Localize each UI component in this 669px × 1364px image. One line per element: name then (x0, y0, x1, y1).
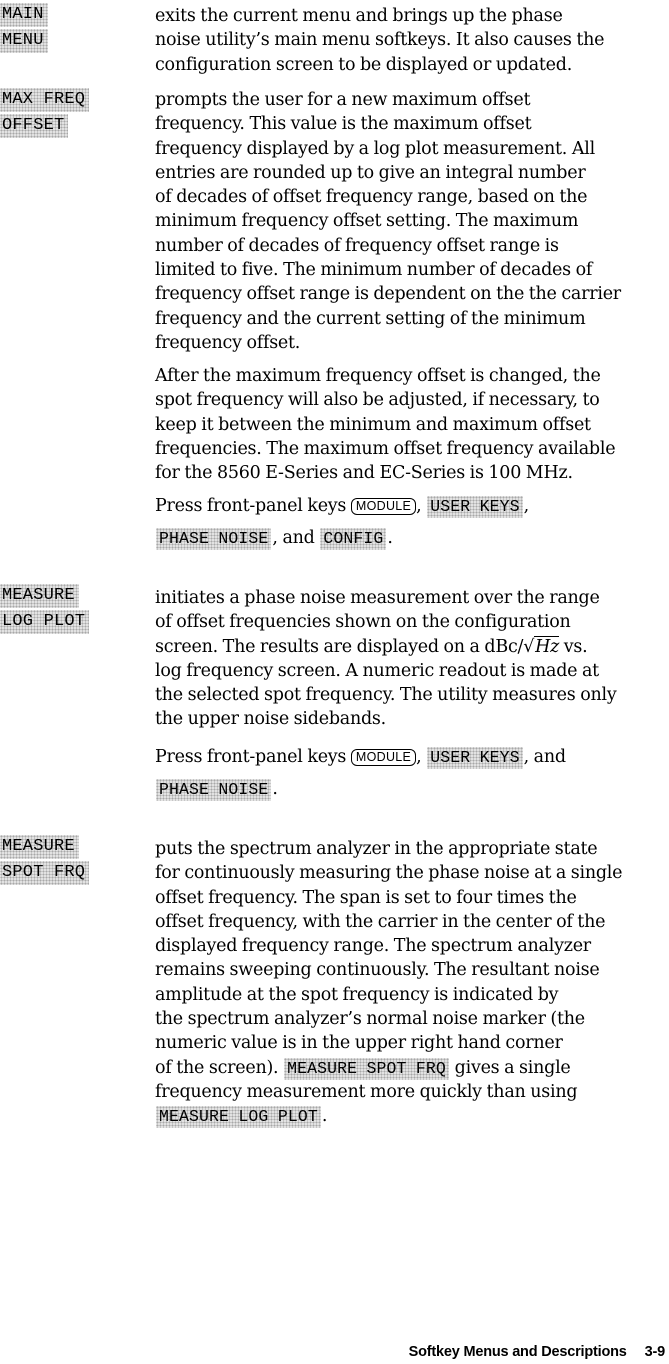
description-max-freq-offset-note (155, 364, 669, 485)
text-line: limited to five. The minimum number of decades of (155, 260, 593, 281)
hz-math: Hz (535, 636, 560, 657)
softkey-label-line: SPOT FRQ (0, 861, 89, 885)
text-line: of offset frequencies shown on the configuration (155, 612, 571, 633)
text-line: Press front-panel keys MODULE , USER KEYS , (155, 496, 529, 516)
key-sequence-measure-log-plot (155, 745, 669, 802)
text-line: the spectrum analyzer’s normal noise marker (the (155, 1009, 585, 1030)
section-title: Softkey Menus and Descriptions (408, 1344, 627, 1360)
softkey-config: CONFIG (320, 528, 386, 550)
sqrt-symbol: √ (523, 636, 535, 657)
text-line: the selected spot frequency. The utility measures only (155, 685, 617, 706)
text-line: puts the spectrum analyzer in the appropriate state (155, 839, 598, 859)
text-line: remains sweeping continuously. The resultant noise (155, 960, 600, 981)
text-line: After the maximum frequency offset is changed, the (155, 366, 601, 386)
text-line: amplitude at the spot frequency is indicated by (155, 984, 559, 1005)
text-line: for continuously measuring the phase noise at a single (155, 863, 623, 884)
text-fragment: vs. (559, 636, 588, 657)
text-line: offset frequency, with the carrier in the center of the (155, 911, 606, 932)
period: . (272, 779, 278, 800)
text-line: keep it between the minimum and maximum offset (155, 414, 591, 435)
softkey-label-line: MAIN (0, 3, 48, 27)
description-measure-spot-frq (155, 837, 669, 1129)
softkey-label-line: OFFSET (0, 114, 68, 138)
text-fragment: of the screen). (155, 1057, 279, 1078)
page-number: 3-9 (644, 1344, 665, 1360)
softkey-measure-log-plot-ref: MEASURE LOG PLOT (156, 1106, 321, 1128)
softkey-phase-noise: PHASE NOISE (156, 779, 271, 801)
softkey-label-line: MEASURE (0, 584, 79, 608)
text-line (155, 777, 669, 801)
press-lead: Press front-panel keys (155, 747, 347, 767)
text-line: entries are rounded up to give an integral number (155, 162, 586, 183)
text-line: exits the current menu and brings up the phase (155, 6, 563, 26)
period: . (321, 1106, 328, 1127)
softkey-label-line: MEASURE (0, 835, 79, 859)
text-line (155, 1104, 669, 1128)
description-measure-log-plot (155, 586, 669, 732)
description-main-menu (155, 4, 669, 77)
module-key: MODULE (351, 749, 416, 766)
key-sequence-max-freq-offset (155, 494, 669, 551)
text-line: frequency offset range is dependent on the the carrier (155, 284, 621, 305)
text-line: number of decades of frequency offset range is (155, 235, 559, 256)
module-key: MODULE (351, 498, 416, 515)
text-line: noise utility’s main menu softkeys. It also causes the (155, 30, 605, 51)
text-line: frequency measurement more quickly than using (155, 1081, 578, 1102)
text-fragment: screen. The results are displayed on a dBc/ (155, 636, 524, 657)
conjunction: , and (272, 528, 315, 549)
text-line: minimum frequency offset setting. The maximum (155, 211, 579, 232)
text-line (155, 526, 669, 550)
softkey-max-freq-offset (0, 88, 98, 140)
softkey-measure-spot-frq-ref: MEASURE SPOT FRQ (284, 1058, 449, 1080)
page-footer (409, 1344, 665, 1360)
text-line: spot frequency will also be adjusted, if necessary, to (155, 390, 600, 411)
text-line: frequencies. The maximum offset frequency available (155, 438, 616, 459)
text-line: prompts the user for a new maximum offset (155, 90, 531, 110)
description-max-freq-offset (155, 88, 669, 355)
softkey-label-line: MAX FREQ (0, 88, 89, 112)
text-line: the upper noise sidebands. (155, 709, 386, 730)
text-line: Press front-panel keys MODULE , USER KEYS , and (155, 747, 566, 767)
text-line: frequency displayed by a log plot measurement. All (155, 138, 595, 159)
text-line: frequency offset. (155, 332, 301, 353)
text-line: for the 8560 E-Series and EC-Series is 100 MHz. (155, 463, 573, 484)
text-line: configuration screen to be displayed or updated. (155, 54, 573, 75)
text-fragment: gives a single (454, 1057, 571, 1078)
text-line: initiates a phase noise measurement over the range (155, 588, 600, 608)
text-line (155, 635, 669, 659)
softkey-main-menu (0, 3, 98, 55)
text-line: of decades of offset frequency range, based on the (155, 187, 588, 208)
text-line: offset frequency. The span is set to four times the (155, 887, 577, 908)
text-line: numeric value is in the upper right hand corner (155, 1033, 563, 1054)
text-line (155, 1056, 669, 1080)
softkey-phase-noise: PHASE NOISE (156, 528, 271, 550)
softkey-label-line: LOG PLOT (0, 610, 89, 634)
softkey-measure-log-plot (0, 584, 98, 636)
press-lead: Press front-panel keys (155, 496, 347, 516)
text-line: frequency and the current setting of the minimum (155, 308, 586, 329)
text-line: log frequency screen. A numeric readout is made at (155, 660, 599, 681)
softkey-label-line: MENU (0, 29, 48, 53)
period: . (387, 528, 393, 549)
softkey-user-keys: USER KEYS (427, 747, 522, 769)
text-line: frequency. This value is the maximum offset (155, 114, 532, 135)
conjunction: , and (523, 747, 566, 767)
softkey-user-keys: USER KEYS (427, 496, 522, 518)
softkey-measure-spot-frq (0, 835, 98, 887)
text-line: displayed frequency range. The spectrum analyzer (155, 936, 591, 957)
